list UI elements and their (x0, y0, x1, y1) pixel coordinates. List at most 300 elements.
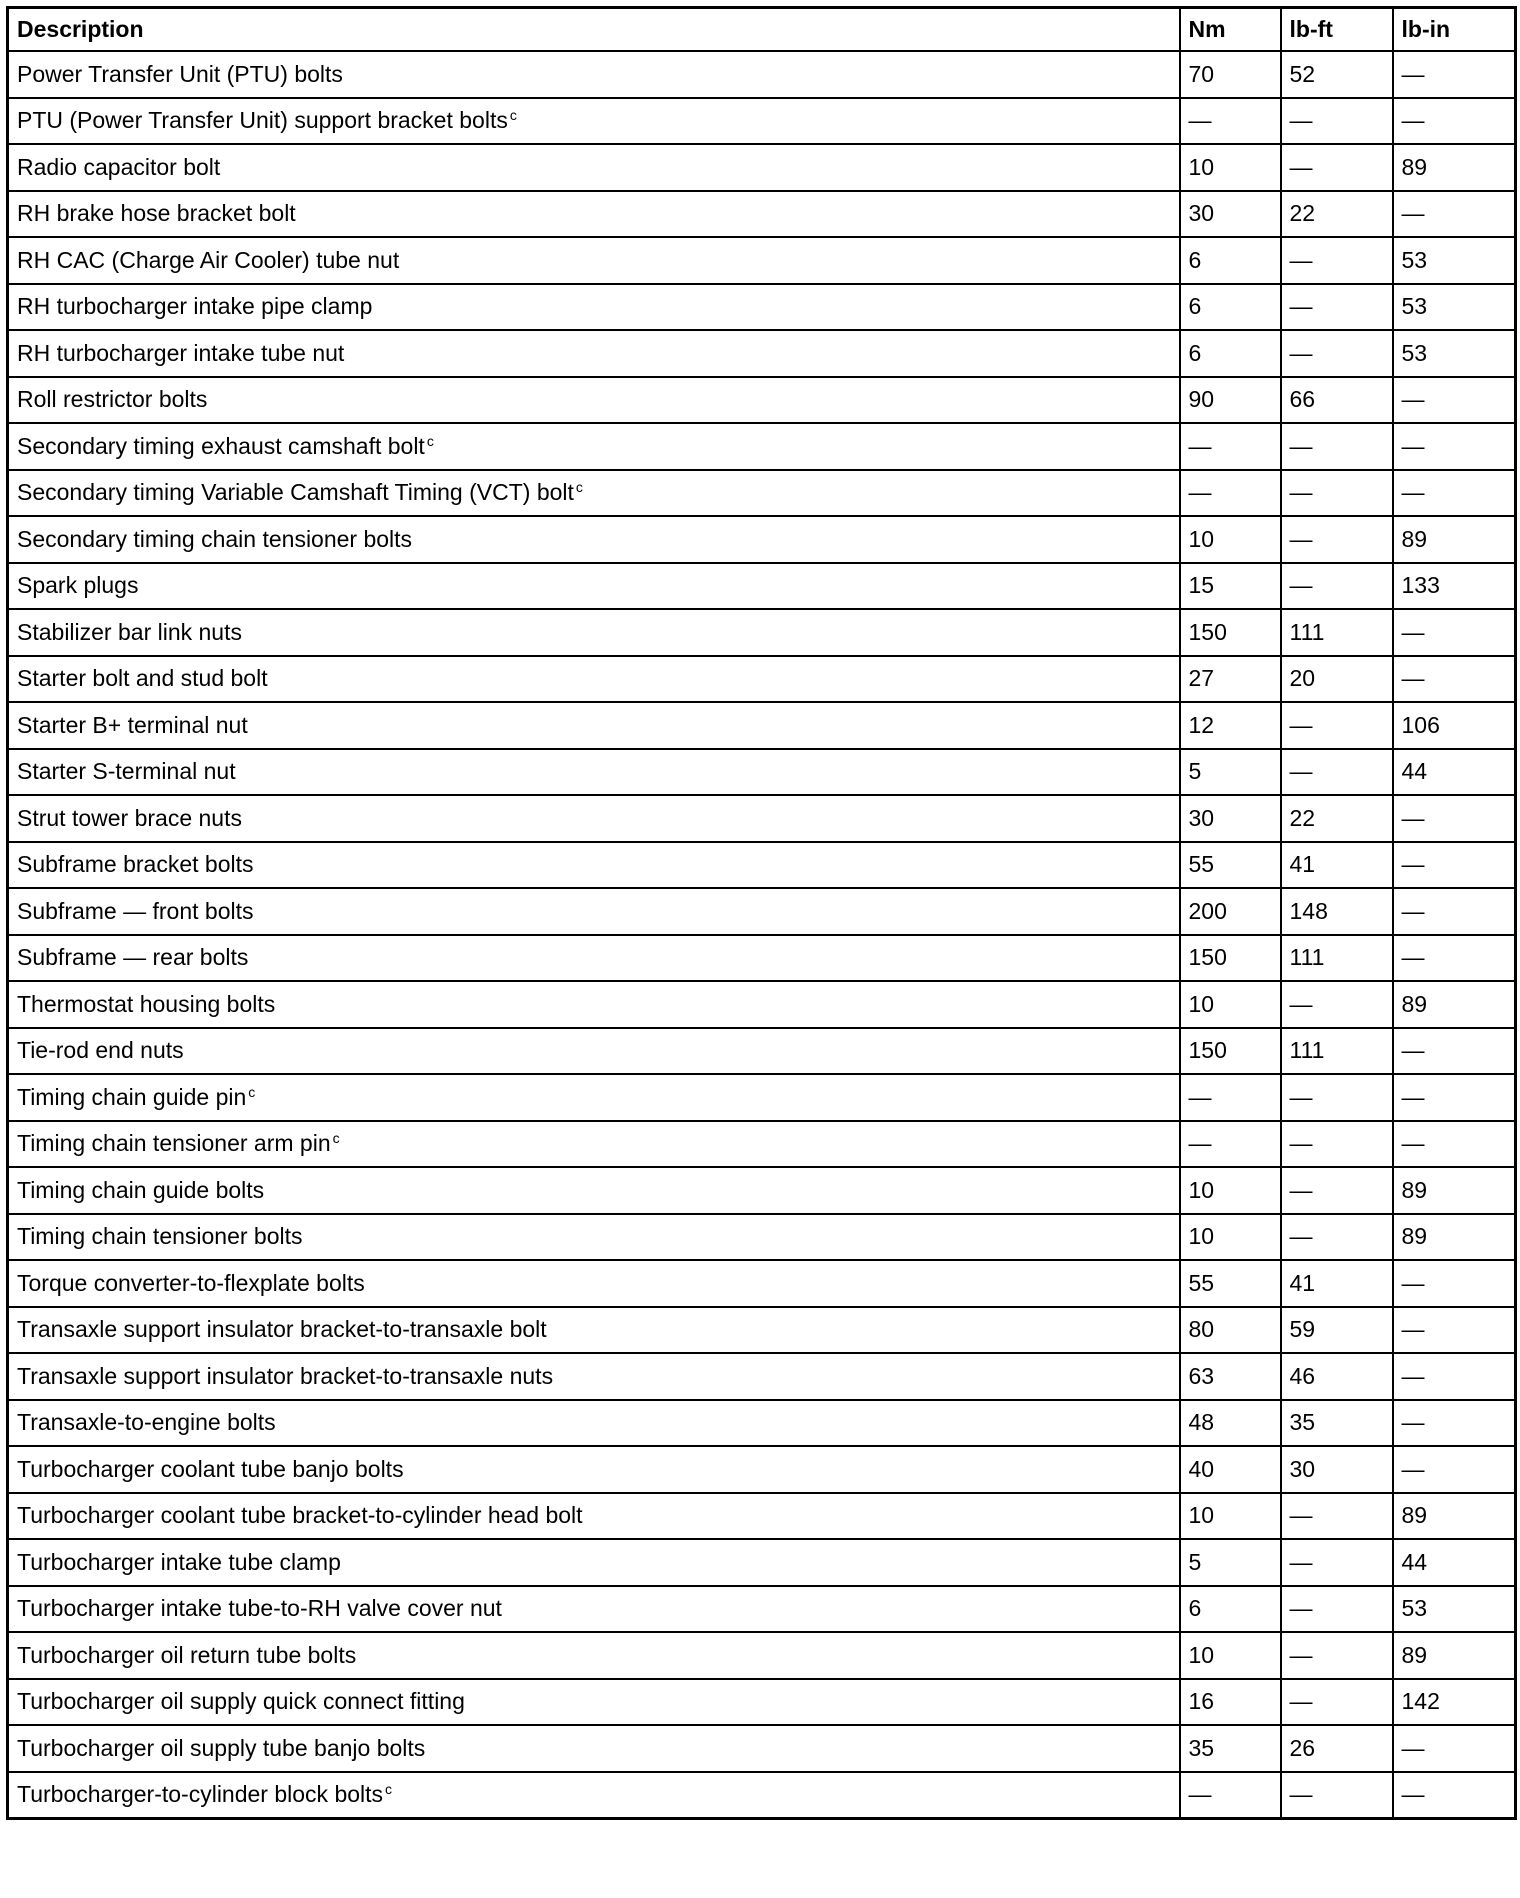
nm-cell (1180, 191, 1281, 238)
nm-cell (1180, 1167, 1281, 1214)
torque-spec-table (6, 6, 1517, 1820)
nm-cell (1180, 1772, 1281, 1819)
value: 6 (1188, 339, 1202, 366)
description-text: Torque converter-to-flexplate bolts (17, 1269, 365, 1296)
description-cell (8, 1121, 1180, 1168)
lb-ft-cell (1281, 1632, 1393, 1679)
description-cell (8, 330, 1180, 377)
footnote-marker: c (575, 479, 583, 496)
lb-ft-cell (1281, 330, 1393, 377)
value: 106 (1401, 711, 1440, 738)
value: 63 (1188, 1362, 1215, 1389)
description-text: Roll restrictor bolts (17, 386, 208, 413)
description-text: Turbocharger-to-cylinder block bolts (17, 1781, 384, 1808)
value: — (1188, 432, 1212, 459)
value: 10 (1188, 525, 1215, 552)
table-row (8, 1493, 1516, 1540)
nm-cell (1180, 1400, 1281, 1447)
value: — (1401, 107, 1425, 134)
lb-ft-cell (1281, 237, 1393, 284)
table-row (8, 1679, 1516, 1726)
lb-in-cell (1393, 1260, 1516, 1307)
description-text: Transaxle-to-engine bolts (17, 1409, 276, 1436)
nm-cell (1180, 98, 1281, 145)
description-cell (8, 1074, 1180, 1121)
value: 53 (1401, 293, 1428, 320)
description-cell (8, 423, 1180, 470)
nm-cell (1180, 1353, 1281, 1400)
table-row (8, 1539, 1516, 1586)
description-text: PTU (Power Transfer Unit) support bracket bolts (17, 107, 508, 134)
nm-cell (1180, 1725, 1281, 1772)
nm-cell (1180, 656, 1281, 703)
description-cell (8, 470, 1180, 517)
table-row (8, 1121, 1516, 1168)
nm-cell (1180, 470, 1281, 517)
description-cell (8, 284, 1180, 331)
value: — (1289, 293, 1313, 320)
value: — (1289, 572, 1313, 599)
lb-ft-cell (1281, 516, 1393, 563)
value: — (1401, 1130, 1425, 1157)
lb-ft-cell (1281, 1121, 1393, 1168)
table-row (8, 935, 1516, 982)
description-cell (8, 1353, 1180, 1400)
value: 89 (1401, 1641, 1428, 1668)
lb-ft-cell (1281, 1074, 1393, 1121)
description-cell (8, 51, 1180, 98)
lb-ft-cell (1281, 284, 1393, 331)
lb-ft-cell (1281, 377, 1393, 424)
value: — (1401, 386, 1425, 413)
nm-cell (1180, 1214, 1281, 1261)
value: — (1188, 479, 1212, 506)
lb-ft-cell (1281, 1725, 1393, 1772)
description-cell (8, 702, 1180, 749)
value: 6 (1188, 293, 1202, 320)
value: — (1289, 246, 1313, 273)
description-text: Thermostat housing bolts (17, 990, 276, 1017)
description-cell (8, 191, 1180, 238)
description-cell (8, 981, 1180, 1028)
nm-cell (1180, 1446, 1281, 1493)
description-cell (8, 1446, 1180, 1493)
value: 10 (1188, 990, 1215, 1017)
description-text: RH turbocharger intake pipe clamp (17, 293, 373, 320)
nm-cell (1180, 888, 1281, 935)
value: 89 (1401, 525, 1428, 552)
value: 150 (1188, 944, 1227, 971)
description-text: Transaxle support insulator bracket-to-transaxle nuts (17, 1362, 554, 1389)
header-row (8, 8, 1516, 52)
value: — (1289, 758, 1313, 785)
lb-in-cell (1393, 935, 1516, 982)
description-text: Timing chain tensioner arm pin (17, 1130, 331, 1157)
value: 52 (1289, 60, 1316, 87)
lb-in-cell (1393, 1679, 1516, 1726)
lb-ft-cell (1281, 144, 1393, 191)
value: — (1401, 1362, 1425, 1389)
description-text: Turbocharger oil supply tube banjo bolts (17, 1734, 426, 1761)
value: — (1289, 107, 1313, 134)
description-cell (8, 1260, 1180, 1307)
nm-cell (1180, 1121, 1281, 1168)
value: 40 (1188, 1455, 1215, 1482)
lb-in-cell (1393, 795, 1516, 842)
nm-cell (1180, 1493, 1281, 1540)
table-row (8, 563, 1516, 610)
description-cell (8, 656, 1180, 703)
nm-cell (1180, 516, 1281, 563)
lb-in-cell (1393, 1400, 1516, 1447)
description-cell (8, 888, 1180, 935)
lb-ft-cell (1281, 702, 1393, 749)
description-text: Strut tower brace nuts (17, 804, 242, 831)
nm-cell (1180, 423, 1281, 470)
description-text: Tie-rod end nuts (17, 1037, 184, 1064)
nm-cell (1180, 144, 1281, 191)
lb-ft-cell (1281, 888, 1393, 935)
lb-ft-cell (1281, 1539, 1393, 1586)
table-row (8, 1446, 1516, 1493)
value: — (1289, 1548, 1313, 1575)
description-text: RH CAC (Charge Air Cooler) tube nut (17, 246, 400, 273)
description-text: Transaxle support insulator bracket-to-transaxle bolt (17, 1316, 547, 1343)
lb-in-cell (1393, 1167, 1516, 1214)
description-cell (8, 377, 1180, 424)
value: 59 (1289, 1316, 1316, 1343)
lb-in-cell (1393, 563, 1516, 610)
value: — (1188, 1130, 1212, 1157)
value: 10 (1188, 1176, 1215, 1203)
nm-cell (1180, 1074, 1281, 1121)
nm-cell (1180, 330, 1281, 377)
table-row (8, 237, 1516, 284)
value: 53 (1401, 246, 1428, 273)
value: — (1401, 851, 1425, 878)
description-cell (8, 98, 1180, 145)
description-text: Turbocharger intake tube clamp (17, 1548, 341, 1575)
lb-ft-cell (1281, 656, 1393, 703)
value: 142 (1401, 1688, 1440, 1715)
lb-ft-cell (1281, 1353, 1393, 1400)
lb-ft-cell (1281, 1772, 1393, 1819)
lb-ft-cell (1281, 98, 1393, 145)
value: — (1289, 1083, 1313, 1110)
value: — (1289, 1641, 1313, 1668)
lb-in-cell (1393, 191, 1516, 238)
table-row (8, 1028, 1516, 1075)
value: 10 (1188, 1641, 1215, 1668)
lb-ft-cell (1281, 1446, 1393, 1493)
value: 27 (1188, 665, 1215, 692)
value: 22 (1289, 200, 1316, 227)
table-row (8, 1167, 1516, 1214)
table-row (8, 981, 1516, 1028)
lb-in-cell (1393, 1121, 1516, 1168)
value: — (1401, 1409, 1425, 1436)
value: 200 (1188, 897, 1227, 924)
value: 111 (1289, 1037, 1325, 1064)
value: — (1289, 432, 1313, 459)
nm-cell (1180, 1307, 1281, 1354)
description-text: Starter S-terminal nut (17, 758, 236, 785)
description-cell (8, 1307, 1180, 1354)
description-text: Power Transfer Unit (PTU) bolts (17, 60, 343, 87)
value: 44 (1401, 758, 1428, 785)
description-text: Subframe — front bolts (17, 897, 254, 924)
value: — (1289, 479, 1313, 506)
value: 89 (1401, 1176, 1428, 1203)
table-row (8, 888, 1516, 935)
value: 150 (1188, 1037, 1227, 1064)
table-row (8, 191, 1516, 238)
value: 111 (1289, 618, 1325, 645)
value: 30 (1289, 1455, 1316, 1482)
description-text: Timing chain tensioner bolts (17, 1223, 303, 1250)
lb-in-cell (1393, 1772, 1516, 1819)
lb-in-cell (1393, 1353, 1516, 1400)
lb-in-cell (1393, 377, 1516, 424)
description-cell (8, 1725, 1180, 1772)
value: 6 (1188, 246, 1202, 273)
nm-cell (1180, 981, 1281, 1028)
lb-in-cell (1393, 702, 1516, 749)
value: 80 (1188, 1316, 1215, 1343)
description-text: Radio capacitor bolt (17, 153, 221, 180)
nm-cell (1180, 842, 1281, 889)
table-row (8, 1353, 1516, 1400)
description-text: Turbocharger coolant tube bracket-to-cylinder head bolt (17, 1502, 583, 1529)
value: 70 (1188, 60, 1215, 87)
description-cell (8, 1400, 1180, 1447)
lb-ft-cell (1281, 842, 1393, 889)
nm-cell (1180, 609, 1281, 656)
footnote-marker: c (385, 1781, 393, 1798)
description-text: Timing chain guide pin (17, 1083, 247, 1110)
table-row (8, 1307, 1516, 1354)
lb-ft-cell (1281, 1307, 1393, 1354)
description-text: RH turbocharger intake tube nut (17, 339, 345, 366)
value: — (1289, 1223, 1313, 1250)
value: — (1401, 1083, 1425, 1110)
lb-in-cell (1393, 1539, 1516, 1586)
value: 150 (1188, 618, 1227, 645)
value: 30 (1188, 804, 1215, 831)
value: — (1289, 525, 1313, 552)
value: — (1289, 1595, 1313, 1622)
nm-cell (1180, 795, 1281, 842)
value: 15 (1188, 572, 1215, 599)
lb-ft-cell (1281, 935, 1393, 982)
description-cell (8, 144, 1180, 191)
lb-in-cell (1393, 1446, 1516, 1493)
description-cell (8, 237, 1180, 284)
value: 55 (1188, 1269, 1215, 1296)
nm-cell (1180, 377, 1281, 424)
header-lb-ft: lb-ft (1281, 8, 1393, 52)
table-row (8, 842, 1516, 889)
description-text: Subframe — rear bolts (17, 944, 249, 971)
description-cell (8, 749, 1180, 796)
table-row (8, 609, 1516, 656)
lb-in-cell (1393, 284, 1516, 331)
header-lb-in: lb-in (1393, 8, 1516, 52)
lb-in-cell (1393, 1307, 1516, 1354)
description-cell (8, 609, 1180, 656)
value: — (1401, 944, 1425, 971)
nm-cell (1180, 1028, 1281, 1075)
value: 35 (1188, 1734, 1215, 1761)
table-row (8, 1772, 1516, 1819)
value: — (1289, 339, 1313, 366)
description-text: Subframe bracket bolts (17, 851, 254, 878)
lb-ft-cell (1281, 470, 1393, 517)
description-text: Secondary timing chain tensioner bolts (17, 525, 413, 552)
value: 16 (1188, 1688, 1215, 1715)
value: 6 (1188, 1595, 1202, 1622)
table-row (8, 516, 1516, 563)
nm-cell (1180, 563, 1281, 610)
description-text: Turbocharger oil supply quick connect fitting (17, 1688, 465, 1715)
value: — (1401, 60, 1425, 87)
description-text: Starter B+ terminal nut (17, 711, 248, 738)
lb-in-cell (1393, 144, 1516, 191)
lb-in-cell (1393, 1586, 1516, 1633)
value: — (1401, 479, 1425, 506)
lb-ft-cell (1281, 609, 1393, 656)
value: 89 (1401, 153, 1428, 180)
value: 148 (1289, 897, 1328, 924)
value: — (1401, 1037, 1425, 1064)
description-text: RH brake hose bracket bolt (17, 200, 296, 227)
nm-cell (1180, 935, 1281, 982)
lb-in-cell (1393, 656, 1516, 703)
value: — (1289, 1688, 1313, 1715)
value: — (1401, 618, 1425, 645)
value: 5 (1188, 758, 1202, 785)
lb-ft-cell (1281, 795, 1393, 842)
nm-cell (1180, 1632, 1281, 1679)
lb-ft-cell (1281, 1679, 1393, 1726)
nm-cell (1180, 284, 1281, 331)
lb-in-cell (1393, 1214, 1516, 1261)
table-row (8, 470, 1516, 517)
nm-cell (1180, 51, 1281, 98)
value: — (1289, 1176, 1313, 1203)
table-row (8, 1400, 1516, 1447)
description-text: Turbocharger oil return tube bolts (17, 1641, 357, 1668)
description-text: Turbocharger intake tube-to-RH valve cover nut (17, 1595, 502, 1622)
value: 5 (1188, 1548, 1202, 1575)
description-cell (8, 516, 1180, 563)
lb-ft-cell (1281, 1214, 1393, 1261)
lb-ft-cell (1281, 563, 1393, 610)
value: — (1401, 1455, 1425, 1482)
description-cell (8, 1028, 1180, 1075)
value: 89 (1401, 1223, 1428, 1250)
lb-in-cell (1393, 1028, 1516, 1075)
description-cell (8, 1167, 1180, 1214)
table-row (8, 1632, 1516, 1679)
description-text: Secondary timing exhaust camshaft bolt (17, 432, 425, 459)
lb-ft-cell (1281, 423, 1393, 470)
table-row (8, 377, 1516, 424)
value: 55 (1188, 851, 1215, 878)
value: — (1188, 1781, 1212, 1808)
value: 12 (1188, 711, 1215, 738)
lb-in-cell (1393, 1493, 1516, 1540)
value: 41 (1289, 1269, 1316, 1296)
value: 111 (1289, 944, 1325, 971)
lb-in-cell (1393, 749, 1516, 796)
description-cell (8, 842, 1180, 889)
table-row (8, 1260, 1516, 1307)
value: 41 (1289, 851, 1316, 878)
description-text: Timing chain guide bolts (17, 1176, 265, 1203)
value: 53 (1401, 1595, 1428, 1622)
table-row (8, 330, 1516, 377)
table-row (8, 749, 1516, 796)
footnote-marker: c (509, 107, 517, 124)
value: — (1401, 1269, 1425, 1296)
value: 89 (1401, 990, 1428, 1017)
lb-ft-cell (1281, 1167, 1393, 1214)
value: 44 (1401, 1548, 1428, 1575)
table-row (8, 423, 1516, 470)
description-text: Turbocharger coolant tube banjo bolts (17, 1455, 404, 1482)
value: 133 (1401, 572, 1440, 599)
lb-in-cell (1393, 1632, 1516, 1679)
lb-in-cell (1393, 516, 1516, 563)
value: 89 (1401, 1502, 1428, 1529)
value: — (1188, 107, 1212, 134)
value: — (1401, 1316, 1425, 1343)
lb-in-cell (1393, 609, 1516, 656)
nm-cell (1180, 1679, 1281, 1726)
nm-cell (1180, 237, 1281, 284)
value: — (1401, 432, 1425, 459)
footnote-marker: c (426, 432, 434, 449)
description-cell (8, 1493, 1180, 1540)
value: 35 (1289, 1409, 1316, 1436)
description-cell (8, 1539, 1180, 1586)
lb-in-cell (1393, 330, 1516, 377)
value: 10 (1188, 1502, 1215, 1529)
footnote-marker: c (332, 1130, 340, 1147)
value: 48 (1188, 1409, 1215, 1436)
lb-ft-cell (1281, 191, 1393, 238)
lb-in-cell (1393, 981, 1516, 1028)
value: 66 (1289, 386, 1316, 413)
nm-cell (1180, 1539, 1281, 1586)
lb-ft-cell (1281, 981, 1393, 1028)
table-row (8, 702, 1516, 749)
value: 10 (1188, 153, 1215, 180)
value: 10 (1188, 1223, 1215, 1250)
lb-ft-cell (1281, 1586, 1393, 1633)
table-row (8, 144, 1516, 191)
lb-ft-cell (1281, 51, 1393, 98)
nm-cell (1180, 1586, 1281, 1633)
lb-ft-cell (1281, 1260, 1393, 1307)
value: — (1401, 665, 1425, 692)
value: — (1289, 153, 1313, 180)
description-text: Starter bolt and stud bolt (17, 665, 268, 692)
value: 46 (1289, 1362, 1316, 1389)
description-cell (8, 795, 1180, 842)
value: 26 (1289, 1734, 1316, 1761)
